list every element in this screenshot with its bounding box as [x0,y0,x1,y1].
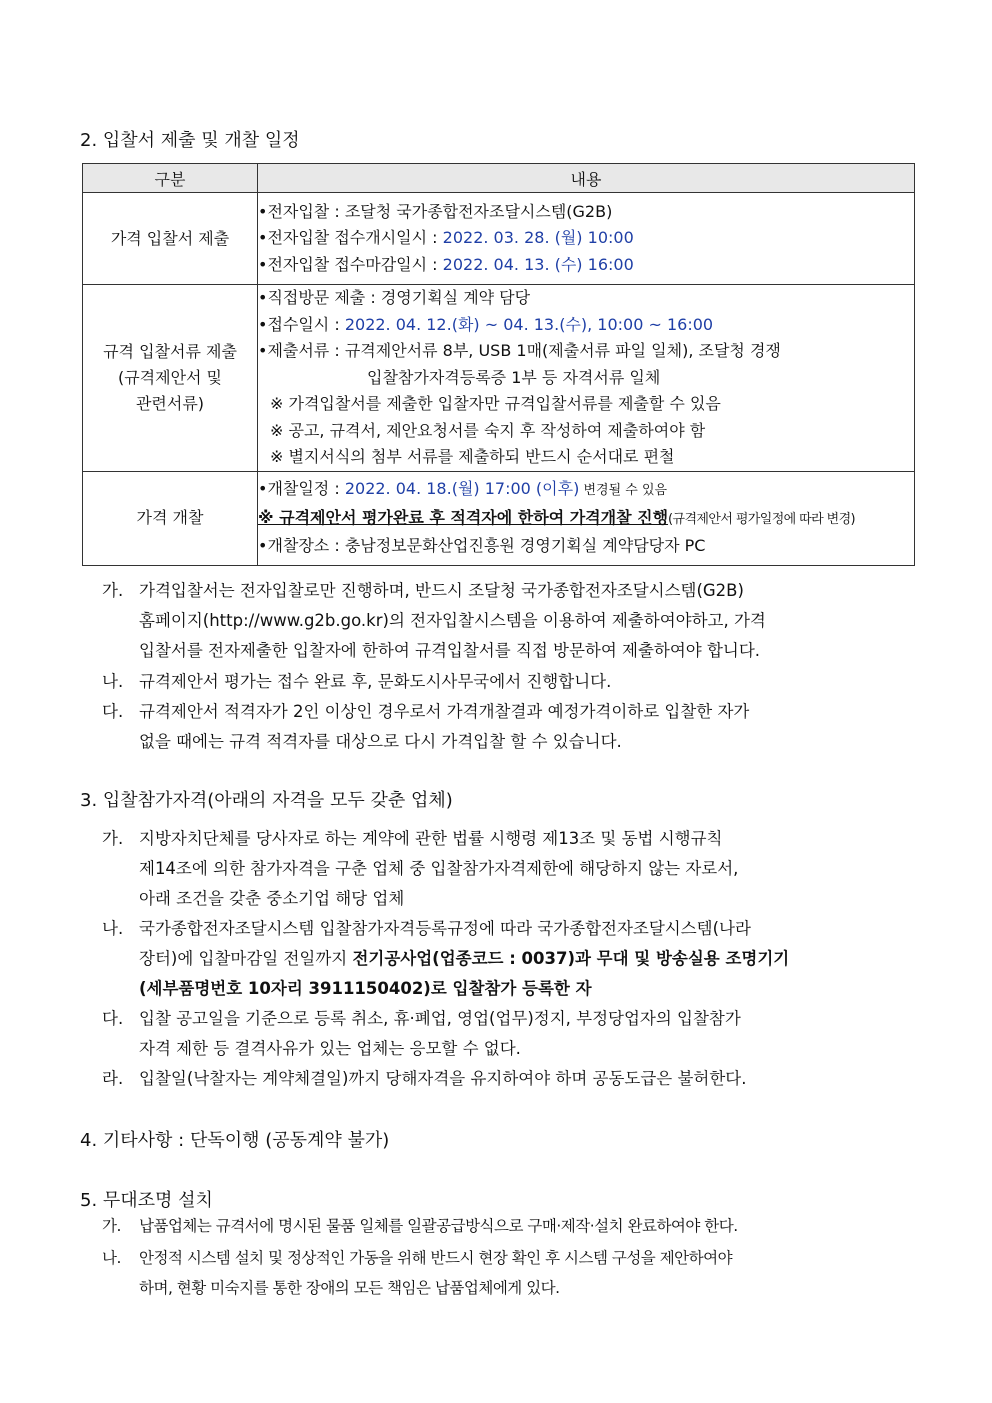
content-line: •전자입찰 : 조달청 국가종합전자조달시스템(G2B) [258,201,613,221]
content-line: •개찰장소 : 충남정보문화산업진흥원 경영기획실 계약담당자 PC [258,536,706,556]
list-item: 나. 규격제안서 평가는 접수 완료 후, 문화도시사무국에서 진행합니다. [102,672,612,691]
section-5-title: 5. 무대조명 설치 [80,1190,213,1211]
list-item: 가. 납품업체는 규격서에 명시된 물품 일체를 일괄공급방식으로 구매·제작·설치 완료하여야 한다. [102,1217,738,1235]
list-item: 가. 가격입찰서는 전자입찰로만 진행하며, 반드시 조달청 국가종합전자조달시스템(G2B) 홈페이지(http://www.g2b.go.kr)의 전자입찰시스템을 이용하여 제출하여야하고, 가격 입찰서를 전자제출한 입찰자에 한하여 규격입찰서를 직접 방문하여 제출하여야 합니다. [102,581,766,660]
note-line: ※ 별지서식의 첨부 서류를 제출하되 반드시 순서대로 편철 [270,447,675,466]
list-item: 가. 지방자치단체를 당사자로 하는 계약에 관한 법률 시행령 제13조 및 동법 시행규칙 제14조에 의한 참가자격을 구춘 업체 중 입찰참가자격제한에 해당하지 않는 자로서, 아래 조건을 갖춘 중소기업 해당 업체 [102,829,739,908]
table-row [83,193,915,285]
note-line: ※ 공고, 규격서, 제안요청서를 숙지 후 작성하여 제출하여야 함 [270,420,706,440]
content-line: •접수일시 : 2022. 04. 12.(화) ~ 04. 13.(수), 10:00 ~ 16:00 [258,314,714,334]
content-line: •직접방문 제출 : 경영기획실 계약 담당 [258,288,531,307]
list-item: 다. 입찰 공고일을 기준으로 등록 취소, 휴·폐업, 영업(업무)정지, 부정당업자의 입찰참가 자격 제한 등 결격사유가 있는 업체는 응모할 수 없다. [102,1009,741,1058]
row-category: 가격 입찰서 제출 [83,193,258,285]
content-line: 입찰참가자격등록증 1부 등 자격서류 일체 [367,367,661,387]
content-line: •개찰일정 : 2022. 04. 18.(월) 17:00 (이후) 변경될 수 있음 [258,479,668,499]
row-category: 가격 개찰 [83,471,258,565]
row-category: 규격 입찰서류 제출 (규격제안서 및 관련서류) [83,285,258,472]
section-4-title: 4. 기타사항 : 단독이행 (공동계약 불가) [80,1130,390,1151]
list-item: 다. 규격제안서 적격자가 2인 이상인 경우로서 가격개찰결과 예정가격이하로 입찰한 자가 없을 때에는 규격 적격자를 대상으로 다시 가격입찰 할 수 있습니다. [102,702,750,751]
row-content [258,285,915,472]
table-header-row [83,164,915,193]
header-category: 구분 [83,164,258,193]
header-content: 내용 [258,164,915,193]
section-3-title: 3. 입찰참가자격(아래의 자격을 모두 갖춘 업체) [80,790,453,811]
table-row [83,285,915,472]
content-line: •전자입찰 접수마감일시 : 2022. 04. 13. (수) 16:00 [258,254,634,274]
row-content [258,193,915,285]
section-2-title: 2. 입찰서 제출 및 개찰 일정 [80,130,300,151]
content-line: •전자입찰 접수개시일시 : 2022. 03. 28. (월) 10:00 [258,228,634,248]
list-item: 라. 입찰일(낙찰자는 계약체결일)까지 당해자격을 유지하여야 하며 공동도급은 불허한다. [102,1069,747,1088]
row-content [258,471,915,565]
content-line: ※ 규격제안서 평가완료 후 적격자에 한하여 가격개찰 진행(규격제안서 평가일정에 따라 변경) [258,507,855,527]
table-row [83,471,915,565]
list-item: 나. 국가종합전자조달시스템 입찰참가자격등록규정에 따라 국가종합전자조달시스템(나라 장터)에 입찰마감일 전일까지 전기공사업(업종코드 : 0037)과 무대 및 방송실용 조명기기 (세부품명번호 10자리 3911150402)로 입찰참가 등록한 자 [102,919,790,998]
schedule-table [82,163,915,566]
list-item: 나. 안정적 시스템 설치 및 정상적인 가동을 위해 반드시 현장 확인 후 시스템 구성을 제안하여야 하며, 현황 미숙지를 통한 장애의 모든 책임은 납품업체에게 있다. [102,1249,733,1297]
note-line: ※ 가격입찰서를 제출한 입찰자만 규격입찰서류를 제출할 수 있음 [270,394,721,413]
content-line: •제출서류 : 규격제안서류 8부, USB 1매(제출서류 파일 일체), 조달청 경쟁 [258,341,781,360]
